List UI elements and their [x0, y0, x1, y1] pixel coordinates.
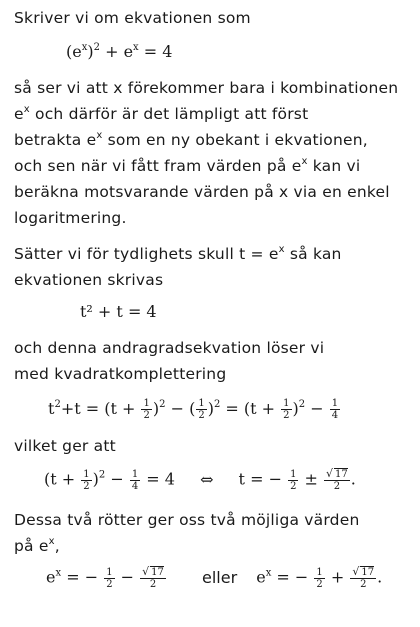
- text-line-4: betrakta $e^x$ som en ny obekant i ekvationen,: [14, 130, 368, 149]
- equivalence-arrow: ⇔: [200, 469, 214, 489]
- eller-word: eller: [201, 567, 238, 587]
- text-line-8: Sätter vi för tydlighets skull $t = e^x$ så kan: [14, 244, 342, 263]
- text-line-9: ekvationen skrivas: [14, 271, 164, 289]
- text-line-10: och denna andragradsekvation löser vi: [14, 339, 325, 357]
- equation-5: $e^x$ = − $\frac{1}{2}$ − $\frac{√ 17}{2}$ eller $e^x$ = − $\frac{1}{2}$ + $\frac{√ 17}{2}$ .: [46, 565, 383, 590]
- equation-4: (t + $\frac{1}{2}$ )$^2$ − $\frac{1}{4}$ = 4 ⇔ t = − $\frac{1}{2}$ ± $\frac{√ 17}{2}$ .: [44, 467, 356, 492]
- text-line-7: logaritmering.: [14, 209, 127, 227]
- equation-2: t² + t = 4: [80, 302, 157, 321]
- text-line-3: $e^x$ och därför är det lämpligt att först: [14, 104, 309, 123]
- text-line-5: och sen när vi fått fram värden på $e^x$ kan vi: [14, 156, 361, 175]
- text-line-14: på $e^x$,: [14, 536, 60, 555]
- text-line-13: Dessa två rötter ger oss två möjliga värden: [14, 511, 360, 529]
- text-line-2: så ser vi att x förekommer bara i kombinationen: [14, 79, 399, 97]
- text-line-1: Skriver vi om ekvationen som: [14, 9, 251, 27]
- equation-3: $t^2+t = (t$ + $\frac{1}{2}$ )$^2$ − ( $\frac{1}{2}$ )$^2$ = (t + $\frac{1}{2}$ )$^2$ − $\frac{1}{4}$: [48, 398, 339, 421]
- text-line-6: beräkna motsvarande värden på x via en enkel: [14, 183, 390, 201]
- equation-1: $(e^x)^2 + e^x = 4$: [66, 42, 173, 61]
- text-line-11: med kvadratkomplettering: [14, 365, 227, 383]
- text-line-12: vilket ger att: [14, 437, 116, 455]
